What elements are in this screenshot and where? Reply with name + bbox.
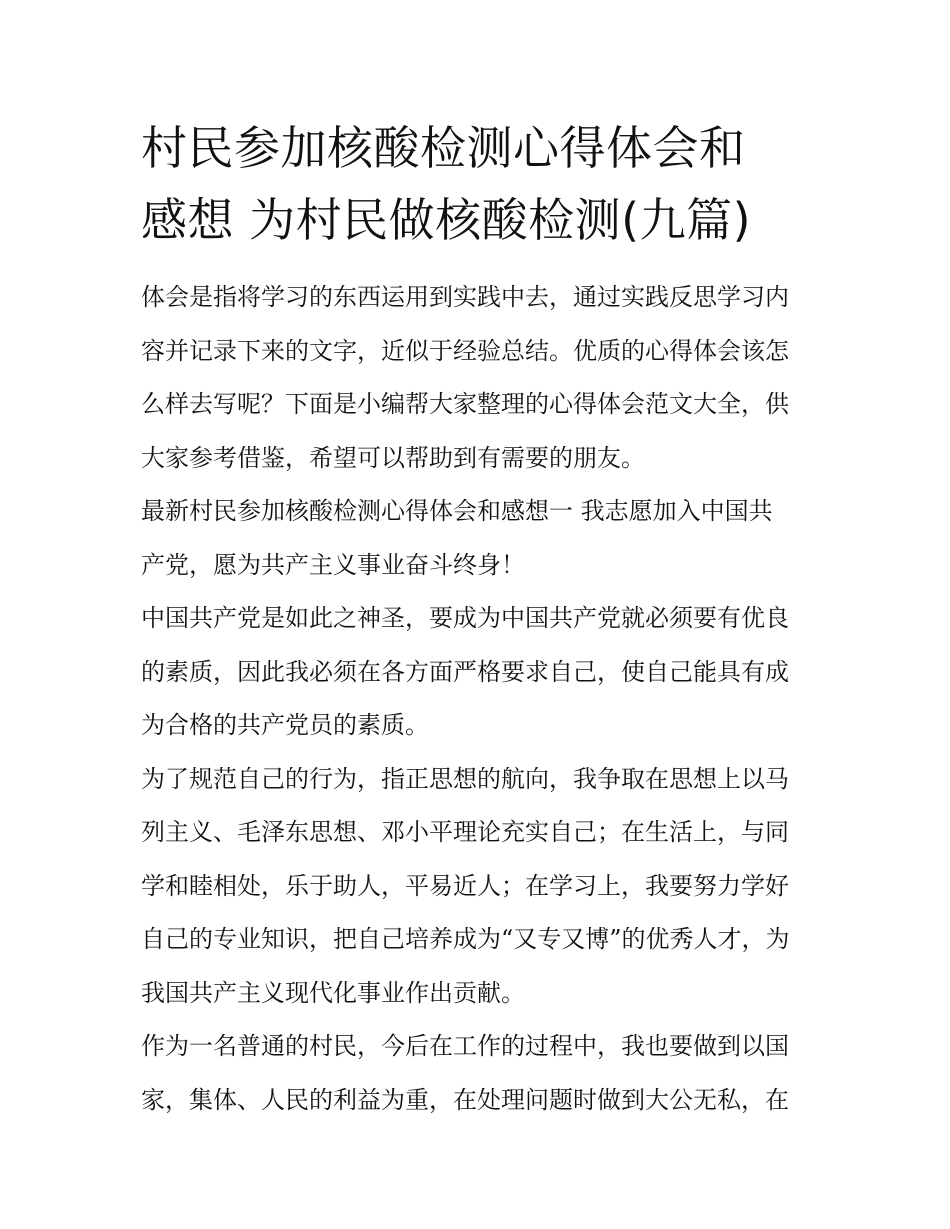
paragraph-line: 大家参考借鉴，希望可以帮助到有需要的朋友。 xyxy=(141,443,645,472)
paragraph-line: 产党，愿为共产主义事业奋斗终身！ xyxy=(141,550,525,579)
paragraph-line: 为了规范自己的行为，指正思想的航向，我争取在思想上以马 xyxy=(141,764,789,793)
document-title xyxy=(141,112,813,256)
paragraph-villager xyxy=(141,1020,813,1127)
paragraph-line: 我国共产主义现代化事业作出贡献。 xyxy=(141,978,525,1007)
document-body xyxy=(141,271,813,1127)
paragraph-intro xyxy=(141,271,813,485)
paragraph-line: 家，集体、人民的利益为重，在处理问题时做到大公无私，在 xyxy=(141,1085,789,1114)
paragraph-line: 自己的专业知识，把自己培养成为“又专又博”的优秀人才，为 xyxy=(141,925,790,953)
title-line-2: 感想 为村民做核酸检测(九篇) xyxy=(141,193,752,247)
paragraph-line: 中国共产党是如此之神圣，要成为中国共产党就必须要有优良 xyxy=(141,604,789,632)
paragraph-line: 的素质，因此我必须在各方面严格要求自己，使自己能具有成 xyxy=(141,657,789,686)
paragraph-line: 作为一名普通的村民，今后在工作的过程中，我也要做到以国 xyxy=(141,1032,789,1060)
paragraph-line: 最新村民参加核酸检测心得体会和感想一 我志愿加入中国共 xyxy=(141,497,773,525)
paragraph-conduct xyxy=(141,753,813,1021)
paragraph-line: 体会是指将学习的东西运用到实践中去，通过实践反思学习内 xyxy=(141,283,789,311)
paragraph-line: 为合格的共产党员的素质。 xyxy=(141,711,429,739)
paragraph-line: 么样去写呢？下面是小编帮大家整理的心得体会范文大全，供 xyxy=(141,390,789,418)
title-line-1: 村民参加核酸检测心得体会和 xyxy=(141,121,746,175)
paragraph-party xyxy=(141,592,813,753)
paragraph-section-one xyxy=(141,485,813,592)
paragraph-line: 容并记录下来的文字，近似于经验总结。优质的心得体会该怎 xyxy=(141,336,789,365)
paragraph-line: 学和睦相处，乐于助人，平易近人；在学习上，我要努力学好 xyxy=(141,871,789,900)
document-content xyxy=(141,112,813,1127)
paragraph-line: 列主义、毛泽东思想、邓小平理论充实自己；在生活上，与同 xyxy=(141,818,789,846)
